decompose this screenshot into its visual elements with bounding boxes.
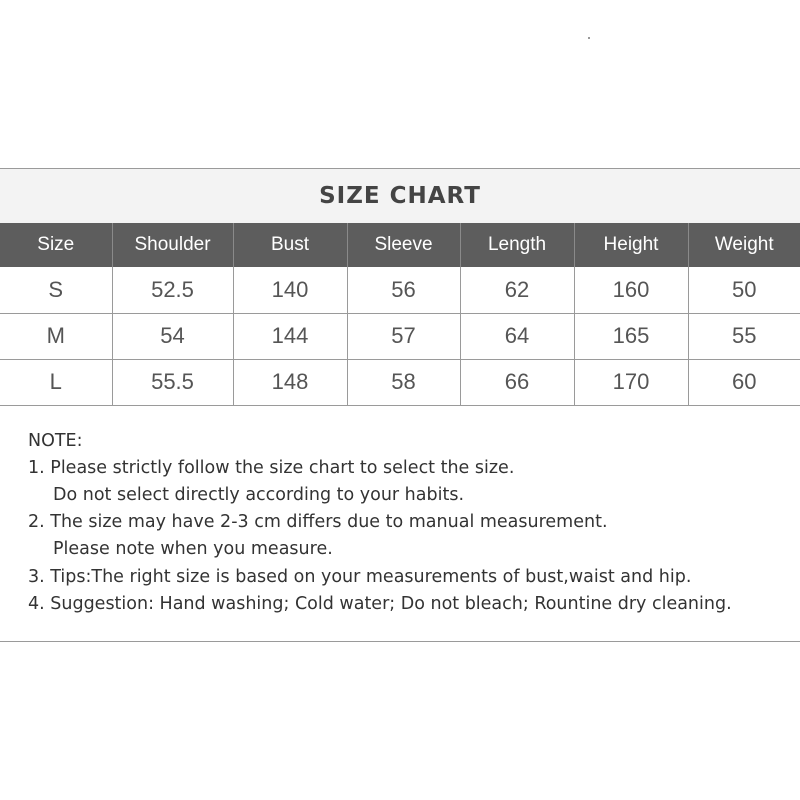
table-cell: 64 [460, 313, 574, 359]
table-cell: 140 [233, 267, 347, 313]
table-cell: 58 [347, 359, 460, 405]
table-cell: 55.5 [112, 359, 233, 405]
table-cell: 54 [112, 313, 233, 359]
column-header-bust: Bust [233, 223, 347, 267]
speck-mark [588, 37, 590, 39]
table-row [0, 313, 800, 359]
note-item-4: 4. Suggestion: Hand washing; Cold water; Do not bleach; Rountine dry cleaning. [28, 593, 732, 614]
column-header-size: Size [37, 234, 75, 255]
title-band [0, 169, 800, 223]
table-cell: 56 [347, 267, 460, 313]
table-cell: 144 [233, 313, 347, 359]
note-item-1-continuation: Do not select directly according to your habits. [53, 484, 465, 505]
table-header-row [0, 223, 800, 267]
table-cell: 160 [574, 267, 688, 313]
column-header-height: Height [574, 223, 688, 267]
note-item-1: 1. Please strictly follow the size chart to select the size. [28, 457, 515, 478]
table-cell: 60 [688, 359, 800, 405]
table-cell: 148 [233, 359, 347, 405]
table-row [0, 359, 800, 405]
notes-section [0, 406, 800, 618]
table-cell: 50 [688, 267, 800, 313]
size-table [0, 223, 800, 406]
table-cell: 57 [347, 313, 460, 359]
table-cell: 52.5 [112, 267, 233, 313]
table-row [0, 267, 800, 313]
table-cell: L [0, 359, 112, 405]
note-item-2: 2. The size may have 2-3 cm differs due to manual measurement. [28, 512, 608, 533]
table-cell: 165 [574, 313, 688, 359]
column-header-weight: Weight [688, 223, 800, 267]
table-cell: 62 [460, 267, 574, 313]
table-cell: S [0, 267, 112, 313]
table-cell: 55 [688, 313, 800, 359]
table-cell: 66 [460, 359, 574, 405]
table-cell: M [0, 313, 112, 359]
column-header-shoulder: Shoulder [112, 223, 233, 267]
note-item-3: 3. Tips:The right size is based on your measurements of bust,waist and hip. [28, 566, 692, 587]
note-item-2-continuation: Please note when you measure. [53, 539, 333, 560]
size-chart [0, 168, 800, 642]
notes-heading: NOTE: [28, 430, 83, 451]
table-cell: 170 [574, 359, 688, 405]
chart-title: SIZE CHART [319, 183, 481, 209]
column-header-length: Length [460, 223, 574, 267]
column-header-sleeve: Sleeve [347, 223, 460, 267]
